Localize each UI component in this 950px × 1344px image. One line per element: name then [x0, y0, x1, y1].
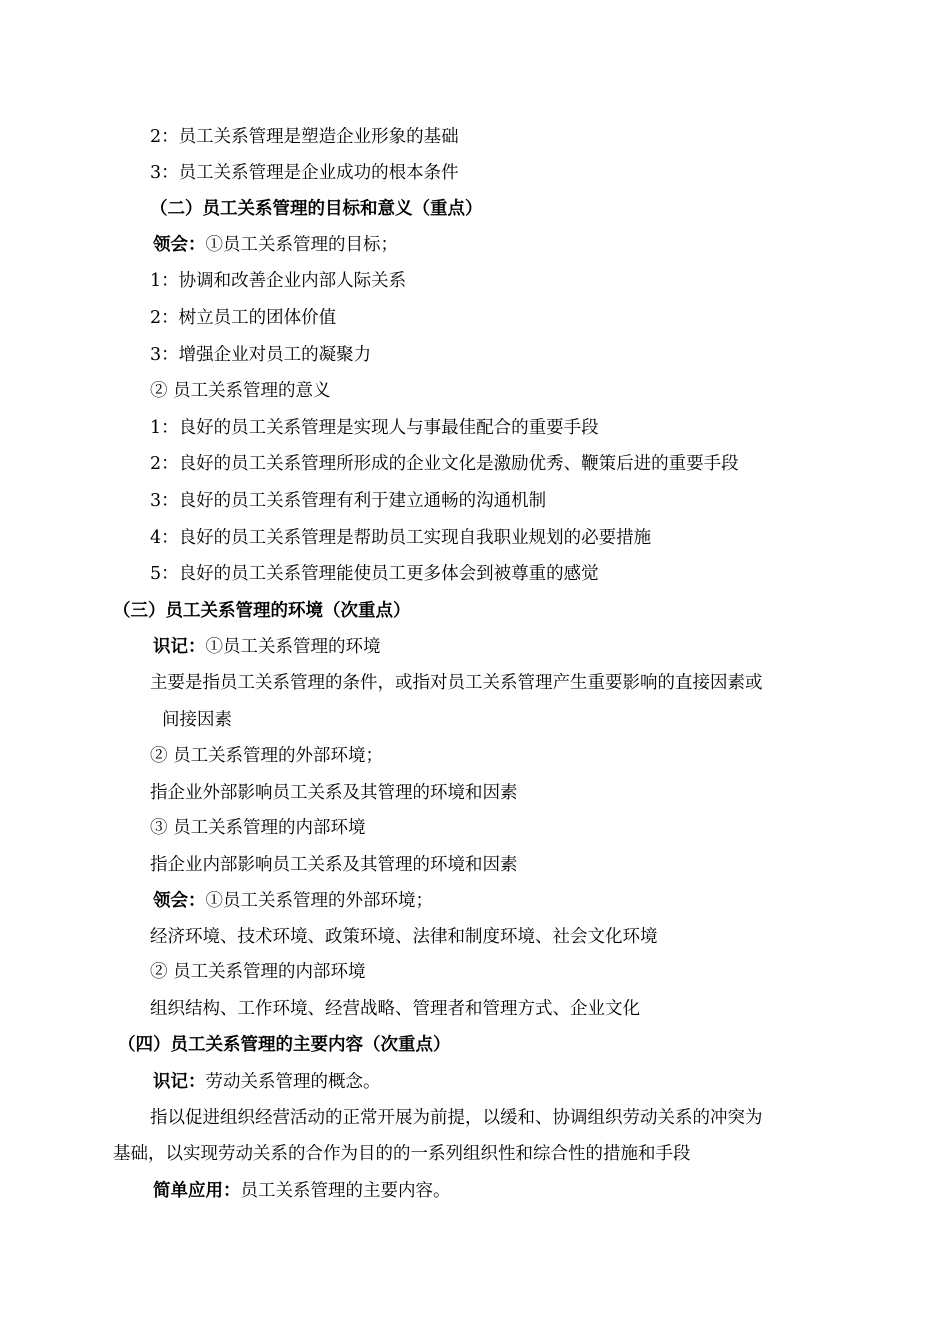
line-text: ③ 员工关系管理的内部环境 — [150, 818, 366, 838]
line-text: 主要是指员工关系管理的条件，或指对员工关系管理产生重要影响的直接因素或 — [150, 673, 763, 693]
heading-text: （四）员工关系管理的主要内容（次重点） — [118, 1035, 451, 1055]
line-label: 识记： — [153, 1072, 206, 1092]
line-text: ② 员工关系管理的外部环境； — [150, 746, 384, 766]
text-line — [150, 671, 763, 695]
line-text: 4：良好的员工关系管理是帮助员工实现自我职业规划的必要措施 — [150, 528, 652, 548]
line-text: ② 员工关系管理的意义 — [150, 381, 331, 401]
line-text: 指企业内部影响员工关系及其管理的环境和因素 — [150, 855, 518, 875]
line-text: ①员工关系管理的外部环境； — [205, 891, 433, 911]
line-label: 领会： — [153, 891, 206, 911]
text-line — [153, 635, 381, 659]
text-line — [150, 562, 599, 586]
line-text: 基础，以实现劳动关系的合作为目的的一系列组织性和综合性的措施和手段 — [113, 1144, 691, 1164]
section-heading — [150, 197, 483, 221]
line-text: 经济环境、技术环境、政策环境、法律和制度环境、社会文化环境 — [150, 927, 658, 947]
text-line — [153, 889, 433, 913]
text-line — [150, 161, 459, 185]
heading-text: （三）员工关系管理的环境（次重点） — [113, 601, 411, 621]
text-line — [150, 416, 599, 440]
text-line — [162, 708, 232, 732]
line-text: 劳动关系管理的概念。 — [205, 1072, 381, 1092]
line-text: 2：良好的员工关系管理所形成的企业文化是激励优秀、鞭策后进的重要手段 — [150, 454, 739, 474]
text-line — [150, 489, 546, 513]
line-text: 5：良好的员工关系管理能使员工更多体会到被尊重的感觉 — [150, 564, 599, 584]
text-line — [150, 125, 459, 149]
text-line — [150, 960, 366, 984]
line-text: 1：良好的员工关系管理是实现人与事最佳配合的重要手段 — [150, 418, 599, 438]
text-line — [153, 233, 398, 257]
text-line — [150, 744, 383, 768]
line-label: 简单应用： — [153, 1181, 241, 1201]
line-text: 员工关系管理的主要内容。 — [240, 1181, 451, 1201]
line-text: ①员工关系管理的环境 — [205, 637, 381, 657]
line-text: 3：员工关系管理是企业成功的根本条件 — [150, 163, 459, 183]
line-label: 识记： — [153, 637, 206, 657]
line-text: ② 员工关系管理的内部环境 — [150, 962, 366, 982]
text-line — [150, 781, 518, 805]
text-line — [150, 526, 651, 550]
text-line — [150, 343, 371, 367]
line-text: 3：增强企业对员工的凝聚力 — [150, 345, 372, 365]
text-line — [150, 306, 336, 330]
text-line — [150, 379, 331, 403]
line-text: 间接因素 — [162, 710, 232, 730]
line-text: 2：树立员工的团体价值 — [150, 308, 337, 328]
text-line — [150, 997, 640, 1021]
line-text: 1：协调和改善企业内部人际关系 — [150, 271, 407, 291]
text-line — [150, 816, 366, 840]
text-line — [113, 1142, 691, 1166]
section-heading — [118, 1033, 451, 1057]
text-line — [153, 1070, 381, 1094]
heading-text: （二）员工关系管理的目标和意义（重点） — [150, 199, 483, 219]
text-line — [150, 853, 518, 877]
section-heading — [113, 599, 411, 623]
line-text: ①员工关系管理的目标； — [205, 235, 398, 255]
text-line — [150, 452, 739, 476]
line-label: 领会： — [153, 235, 206, 255]
line-text: 2：员工关系管理是塑造企业形象的基础 — [150, 127, 459, 147]
text-line — [150, 1106, 763, 1130]
line-text: 指以促进组织经营活动的正常开展为前提，以缓和、协调组织劳动关系的冲突为 — [150, 1108, 763, 1128]
line-text: 指企业外部影响员工关系及其管理的环境和因素 — [150, 783, 518, 803]
text-line — [150, 925, 658, 949]
line-text: 3：良好的员工关系管理有利于建立通畅的沟通机制 — [150, 491, 547, 511]
text-line — [150, 269, 406, 293]
line-text: 组织结构、工作环境、经营战略、管理者和管理方式、企业文化 — [150, 999, 640, 1019]
text-line — [153, 1179, 451, 1203]
